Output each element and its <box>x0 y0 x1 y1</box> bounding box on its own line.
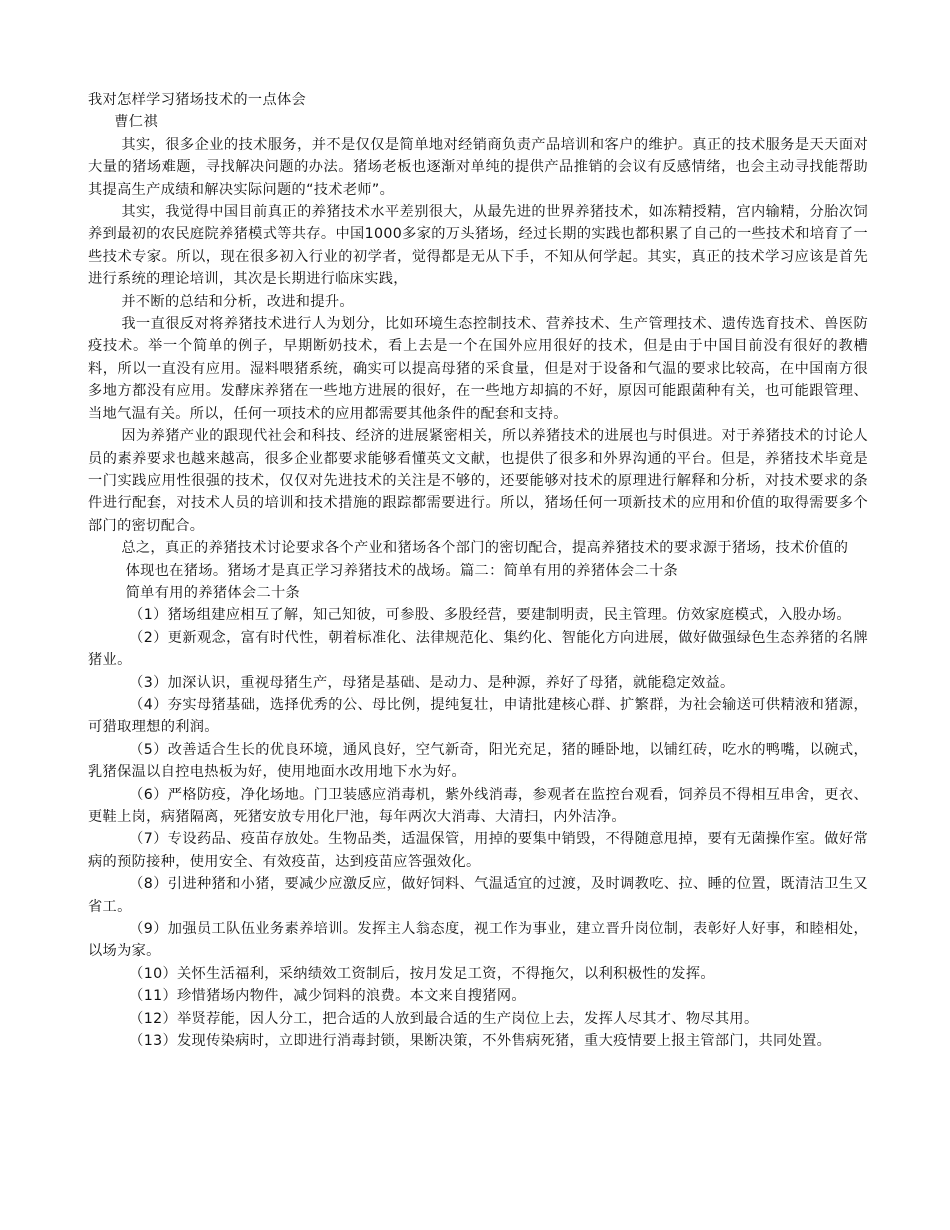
list-item-1: （1）猪场组建应相互了解，知己知彼，可参股、多股经营，要建制明责，民主管理。仿效家庭模式，入股办场。 <box>129 607 851 624</box>
list-item-5: （5）改善适合生长的优良环境，通风良好，空气新奇，阳光充足，猪的睡卧地，以铺红砖，吃水的鸭嘴，以碗式，乳猪保温以自控电热板为好，使用地面水改用地下水为好。 <box>88 741 868 781</box>
list-item-13: （13）发现传染病时，立即进行消毒封锁，果断决策，不外售病死猪，重大疫情要上报主管部门，共同处置。 <box>129 1033 832 1050</box>
paragraph-5-continuation: 体现也在猪场。猪场才是真正学习养猪技术的战场。篇二：简单有用的养猪体会二十条 <box>125 562 679 579</box>
list-item-3: （3）加深认识，重视母猪生产，母猪是基础、是动力、是种源，养好了母猪，就能稳定效益。 <box>129 674 735 691</box>
section-title: 简单有用的养猪体会二十条 <box>125 584 301 601</box>
list-item-7: （7）专设药品、疫苗存放处。生物品类，适温保管，用掉的要集中销毁，不得随意甩掉，要有无菌操作室。做好常病的预防接种，使用安全、有效疫苗，达到疫苗应答强效化。 <box>88 831 868 870</box>
document-author: 曹仁祺 <box>114 114 158 131</box>
paragraph-3: 我一直很反对将养猪技术进行人为划分，比如环境生态控制技术、营养技术、生产管理技术、遗传选育技术、兽医防疫技术。举一个简单的例子，早期断奶技术，看上去是一个在国外应用很好的技术，但是由于中国目前没有很好的教槽料，所以一直没有应用。湿料喂猪系统，确实可以提高母猪的采食量，但是对于设备和气温的要求比较高，在中国南方很多地方都没有应用。发酵床养猪在一些地方进展的很好，在一些地方却搞的不好，原因可能跟菌种有关，也可能跟管理、当地气温有关。所以，任何一项技术的应用都需要其他条件的配套和支持。 <box>88 316 868 422</box>
list-item-9: （9）加强员工队伍业务素养培训。发挥主人翁态度，视工作为事业，建立晋升岗位制，表彰好人好事，和睦相处，以场为家。 <box>88 921 868 960</box>
list-item-11: （11）珍惜猪场内物件，减少饲料的浪费。本文来自搜猪网。 <box>129 988 526 1005</box>
list-item-6: （6）严格防疫，净化场地。门卫装感应消毒机，紫外线消毒，参观者在监控台观看，饲养员不得相互串舍，更衣、更鞋上岗，病猪隔离，死猪安放专用化尸池，每年两次大消毒、大清扫，内外洁净。 <box>88 786 868 825</box>
list-item-10: （10）关怀生活福利，采纳绩效工资制后，按月发足工资，不得拖欠，以利积极性的发挥。 <box>129 965 715 982</box>
document-page <box>88 89 868 1052</box>
paragraph-1: 其实，很多企业的技术服务，并不是仅仅是简单地对经销商负责产品培训和客户的维护。真正的技术服务是天天面对大量的猪场难题，寻找解决问题的办法。猪场老板也逐渐对单纯的提供产品推销的会议有反感情绪，也会主动寻找能帮助其提高生产成绩和解决实际问题的“技术老师”。 <box>88 136 868 198</box>
document-title: 我对怎样学习猪场技术的一点体会 <box>88 92 307 108</box>
paragraph-5: 总之，真正的养猪技术讨论要求各个产业和猪场各个部门的密切配合，提高养猪技术的要求源于猪场，技术价值的 <box>121 540 849 557</box>
paragraph-2: 其实，我觉得中国目前真正的养猪技术水平差别很大，从最先进的世界养猪技术，如冻精授精，宫内输精，分胎次饲养到最初的农民庭院养猪模式等共存。中国1000多家的万头猪场，经过长期的实践也都积累了自己的一些技术和培育了一些技术专家。所以，现在很多初入行业的初学者，觉得都是无从下手，不知从何学起。其实，真正的技术学习应该是首先进行系统的理论培训，其次是长期进行临床实践， <box>88 204 868 288</box>
paragraph-4: 因为养猪产业的跟现代社会和科技、经济的进展紧密相关，所以养猪技术的进展也与时俱进。对于养猪技术的讨论人员的素养要求也越来越高，很多企业都要求能够看懂英文文献，也提供了很多和外界沟通的平台。但是，养猪技术毕竟是一门实践应用性很强的技术，仅仅对先进技术的关注是不够的，还要能够对技术的原理进行解释和分析，对技术要求的条件进行配套，对技术人员的培训和技术措施的跟踪都需要进行。所以，猪场任何一项新技术的应用和价值的取得需要多个部门的密切配合。 <box>88 428 868 534</box>
list-item-2: （2）更新观念，富有时代性，朝着标准化、法律规范化、集约化、智能化方向进展，做好做强绿色生态养猪的名牌猪业。 <box>88 629 868 669</box>
list-item-12: （12）举贤荐能，因人分工，把合适的人放到最合适的生产岗位上去，发挥人尽其才、物尽其用。 <box>129 1010 759 1027</box>
list-item-4: （4）夯实母猪基础，选择优秀的公、母比例，提纯复壮，申请批建核心群、扩繁群，为社会输送可供精液和猪源，可猎取理想的利润。 <box>88 696 868 736</box>
paragraph-2-continuation: 并不断的总结和分析，改进和提升。 <box>121 293 354 310</box>
list-item-8: （8）引进种猪和小猪，要减少应激反应，做好饲料、气温适宜的过渡，及时调教吃、拉、睡的位置，既清洁卫生又省工。 <box>88 876 868 915</box>
